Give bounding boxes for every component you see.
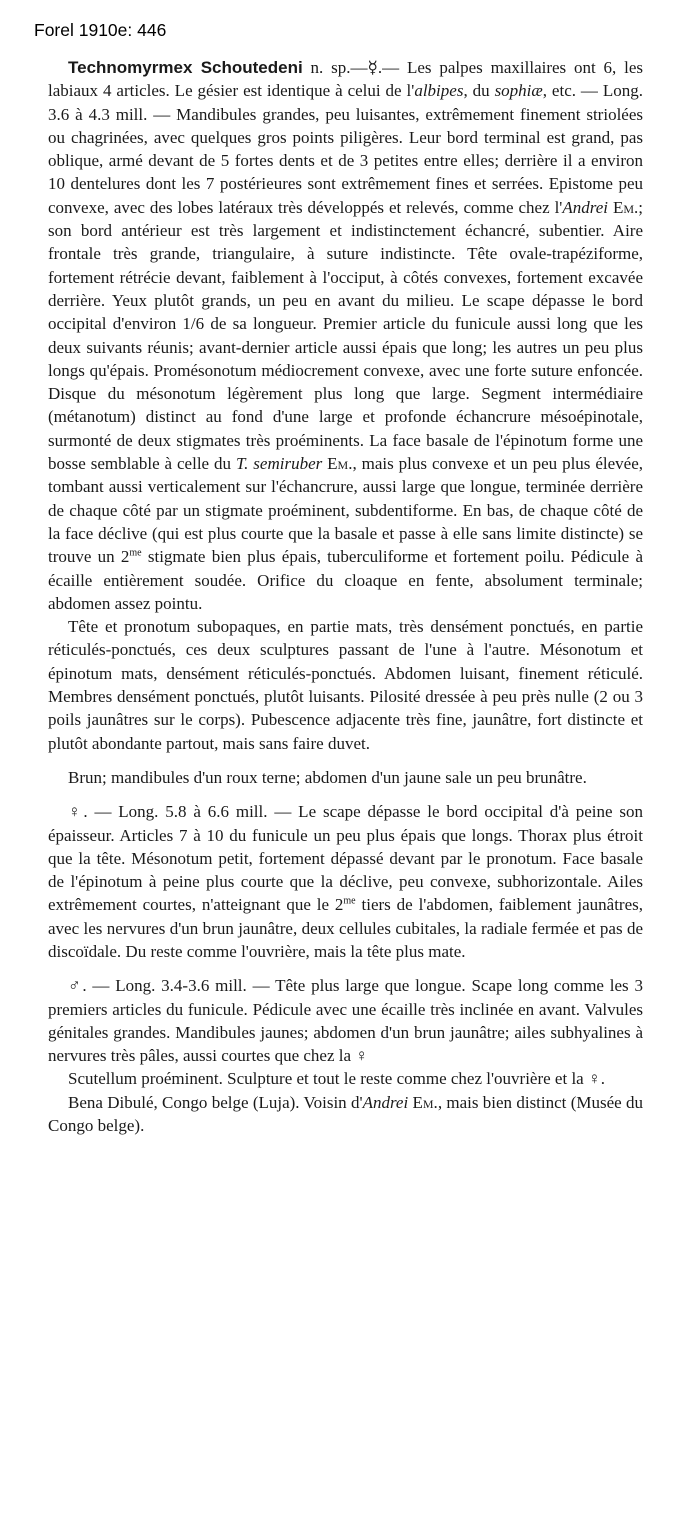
locality-paragraph: Bena Dibulé, Congo belge (Luja). Voisin d'Andrei Em., mais bien distinct (Musée du Congo belge). xyxy=(48,1092,643,1136)
female-description-paragraph: ♀. — Long. 5.8 à 6.6 mill. — Le scape dépasse le bord occipital d'à peine son épaisseur. Articles 7 à 10 du funicule un peu plus épais que longs. Thorax plus étroit que la tête. Mésonotum petit, fortement dépassé devant par le pronotum. Face basale de l'épinotum à peine plus courte que la déclive, peu convexe, subhorizontale. Ailes extrêmement courtes, n'atteignant que le $2^{me}$ tiers de l'abdomen, faiblement jaunâtres, avec les nervures d'un brun jaunâtre, deux cellules cubitales, la radiale fermée et pas de discoïdale. Du reste comme l'ouvrière, mais la tête plus mate. xyxy=(48,802,644,961)
sculpture-paragraph: Tête et pronotum subopaques, en partie mats, très densément ponctués, en partie réticulés-ponctués, ces deux sculptures passant de l'une à l'autre. Mésonotum et épinotum mats, densément réticulés-ponctués. Abdomen luisant, finement réticulé. Membres densément ponctués, plutôt luisants. Pilosité dressée à peu près nulle (2 ou 3 poils jaunâtres sur le corps). Pubescence adjacente très fine, jaunâtre, fort distincte et plutôt abondante partout, mais sans faire duvet. xyxy=(48,617,643,753)
male-description-paragraph: ♂. — Long. 3.4-3.6 mill. — Tête plus large que longue. Scape long comme les 3 premiers articles du funicule. Pédicule avec une écaille très inclinée en avant. Valvules génitales grandes. Mandibules jaunes; abdomen d'un brun jaunâtre; ailes subhyalines à nervures très pâles, aussi courtes que chez la ♀ xyxy=(48,976,643,1066)
species-name: Technomyrmex Schoutedeni xyxy=(68,58,303,77)
male-sculpture-paragraph: Scutellum proéminent. Sculpture et tout le reste comme chez l'ouvrière et la ♀. xyxy=(68,1069,605,1089)
color-paragraph: Brun; mandibules d'un roux terne; abdomen d'un jaune sale un peu brunâtre. xyxy=(68,767,587,787)
citation-header: Forel 1910e: 446 xyxy=(34,20,167,40)
worker-description-paragraph: Technomyrmex Schoutedeni n. sp.—☿.— Les palpes maxillaires ont 6, les labiaux 4 articles. Le gésier est identique à celui de l'albipes, du sophiæ, etc. — Long. 3.6 à 4.3 mill. — Mandibules grandes, peu luisantes, extrêmement finement striolées ou chagrinées, avec quelques gros points piligères. Leur bord terminal est grand, pas oblique, armé devant de 5 fortes dents et de 3 petites entre elles; derrière il a environ 10 dentelures dont les 7 postérieures sont extrêmement fines et serrées. Epistome peu convexe, avec des lobes latéraux très développés et relevés, comme chez l'Andrei Em.; son bord antérieur est très largement et indistinctement échancré, subentier. Aire frontale très grande, triangulaire, à suture indistincte. Tête ovale-trapéziforme, fortement rétrécie devant, faiblement à l'occiput, à côtés convexes, fortement excavée derrière. Yeux plutôt grands, un peu en avant du milieu. Le scape dépasse le bord occipital d'environ 1/6 de sa longueur. Premier article du funicule aussi long que les deux suivants réunis; avant-dernier article aussi épais que long; les autres un peu plus longs qu'épais. Promésonotum médiocrement convexe, avec une forte suture enfoncée. Disque du mésonotum légèrement plus long que large. Segment intermédiaire (métanotum) distinct au fond d'une large et profonde échancrure mésoépinotale, surmonté de deux stigmates très proéminents. La face basale de l'épinotum forme une bosse semblable à celle du T. semiruber Em., mais plus convexe et un peu plus élevée, tombant aussi verticalement sur l'échancrure, aussi large que longue, terminée derrière de chaque côté par un stigmate proéminent, subdentiforme. En bas, de chaque côté de la face déclive (qui est plus courte que la basale et passe à elle sans limite distincte) se trouve un $2^{me}$ stigmate bien plus épais, tuberculiforme et fortement poilu. Pédicule à écaille entièrement soudée. Orifice du cloaque en fente, absolument terminale; abdomen assez pointu. xyxy=(48,58,644,613)
species-description xyxy=(48,56,643,1137)
